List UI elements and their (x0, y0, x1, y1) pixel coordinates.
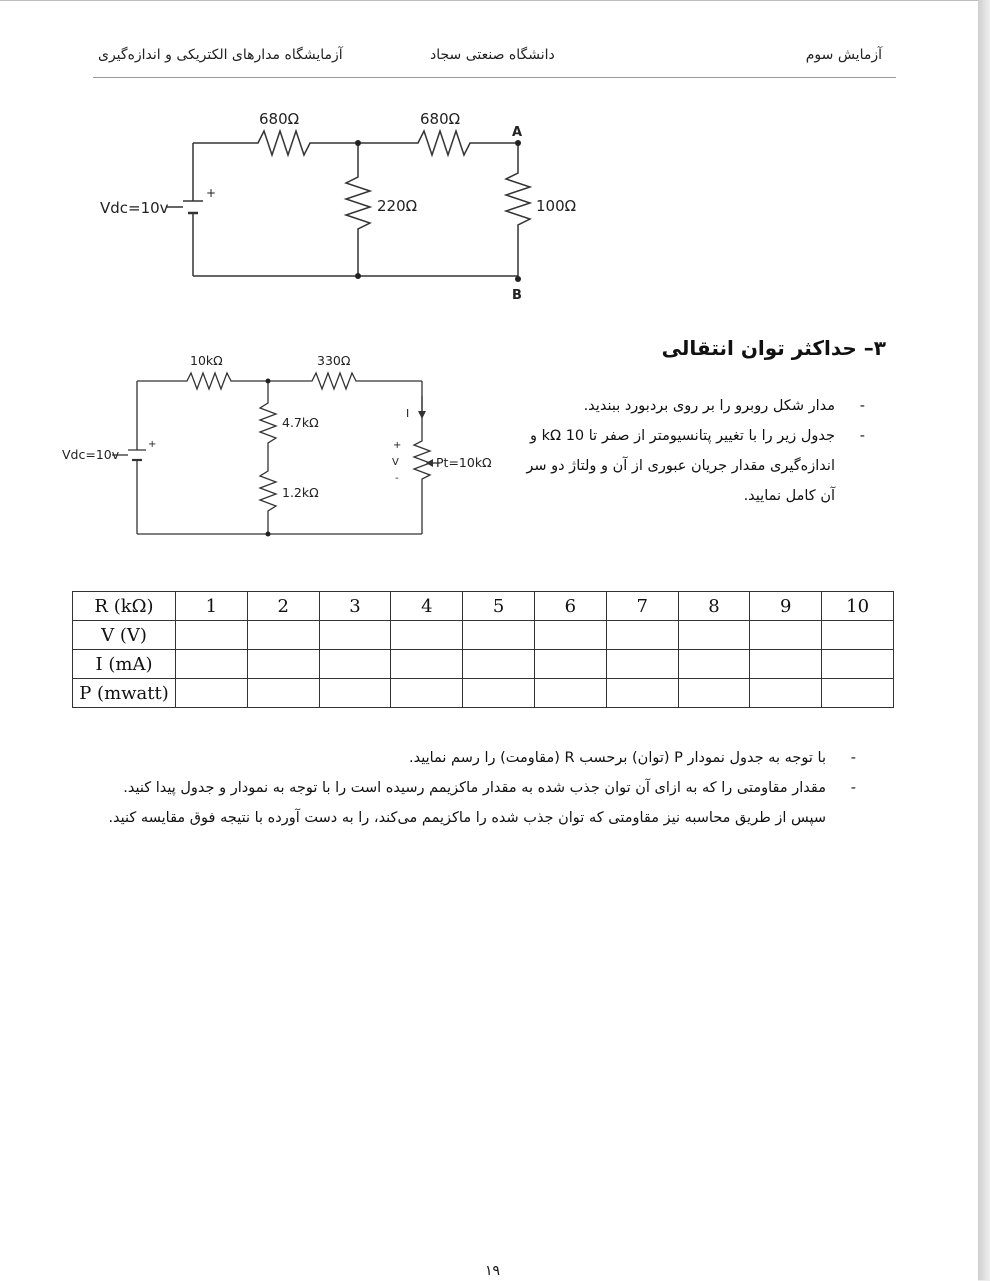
circuit1-resistor-top-right-label: 680Ω (420, 110, 461, 128)
table-cell (463, 650, 535, 679)
row-header: R (kΩ) (73, 592, 176, 621)
header-lab-title: آزمایشگاه مدارهای الکتریکی و اندازه‌گیری (98, 47, 343, 63)
table-cell (822, 650, 894, 679)
list-dash: - (850, 750, 856, 766)
table-cell (750, 650, 822, 679)
table-cell (750, 679, 822, 708)
table-cell (319, 650, 391, 679)
circuit1-node-b: B (512, 288, 522, 303)
circuit2-resistor-4k7-label: 4.7kΩ (282, 415, 319, 430)
table-cell: 10 (822, 592, 894, 621)
analysis-item: - با توجه به جدول نمودار P (توان) برحسب R (مقاومت) را رسم نمایید. (86, 743, 826, 773)
table-cell (176, 650, 248, 679)
table-cell: 4 (391, 592, 463, 621)
section-title: ۳– حداکثر توان انتقالی (661, 336, 886, 360)
circuit-diagram-1 (90, 101, 577, 311)
table-cell (463, 621, 535, 650)
table-cell: 8 (678, 592, 750, 621)
table-cell: 5 (463, 592, 535, 621)
analysis-item: - مقدار مقاومتی را که به ازای آن توان جذب شده به مقدار ماکزیمم رسیده است را با توجه به نمودار و جدول پیدا کنید. سپس از طریق محاسبه نیز مقاومتی که توان جذب شده را ماکزیمم می‌کند، را به دست آورده با نتیجه فوق مقایسه کنید. (86, 773, 826, 833)
table-cell (534, 650, 606, 679)
page-edge-shadow (978, 0, 990, 1280)
instruction-item: - جدول زیر را با تغییر پتانسیومتر از صفر تا 10 kΩ و اندازه‌گیری مقدار جریان عبوری از آن و ولتاژ دو سر آن کامل نمایید. (513, 421, 835, 511)
table-cell: 9 (750, 592, 822, 621)
header-divider (93, 77, 896, 78)
table-cell (247, 679, 319, 708)
circuit2-voltage-plus: + (393, 440, 402, 451)
table-cell (822, 679, 894, 708)
table-row (73, 679, 894, 708)
circuit2-source-label: Vdc=10v (62, 447, 120, 462)
circuit1-source-label: Vdc=10v (100, 199, 169, 217)
table-cell: 3 (319, 592, 391, 621)
table-cell (534, 679, 606, 708)
table-cell (750, 621, 822, 650)
circuit2-current-label: I (406, 407, 410, 420)
table-cell (678, 650, 750, 679)
table-cell (176, 679, 248, 708)
circuit2-resistor-330-label: 330Ω (317, 353, 351, 368)
instruction-item: - مدار شکل روبرو را بر روی بردبورد ببندید. (513, 391, 835, 421)
table-row (73, 592, 894, 621)
table-cell (678, 679, 750, 708)
circuit-diagram-2 (55, 346, 505, 546)
table-cell: 7 (606, 592, 678, 621)
table-cell: 6 (534, 592, 606, 621)
circuit1-resistor-top-left-label: 680Ω (259, 110, 300, 128)
circuit2-voltage-label: V (392, 457, 399, 468)
table-cell (391, 621, 463, 650)
header-experiment: آزمایش سوم (805, 47, 882, 63)
circuit1-resistor-load-label: 100Ω (536, 197, 577, 215)
table-row (73, 650, 894, 679)
row-header: V (V) (73, 621, 176, 650)
circuit2-plus-label: + (148, 439, 157, 450)
table-cell (606, 650, 678, 679)
list-dash: - (850, 780, 856, 796)
analysis-list (86, 743, 856, 833)
circuit1-node-a: A (512, 125, 523, 140)
page-number: ۱۹ (485, 1263, 501, 1279)
table-cell (176, 621, 248, 650)
circuit1-plus-label: + (206, 186, 217, 200)
circuit2-resistor-10k-label: 10kΩ (190, 353, 223, 368)
table-cell: 1 (176, 592, 248, 621)
measurement-table (72, 591, 894, 708)
circuit2-potentiometer-label: Pt=10kΩ (436, 455, 492, 470)
list-dash: - (859, 428, 865, 444)
row-header: I (mA) (73, 650, 176, 679)
instruction-list (513, 391, 865, 511)
table-cell (606, 679, 678, 708)
table-cell: 2 (247, 592, 319, 621)
circuit2-resistor-1k2-label: 1.2kΩ (282, 485, 319, 500)
list-dash: - (859, 398, 865, 414)
header-university: دانشگاه صنعتی سجاد (430, 47, 555, 63)
table-cell (822, 621, 894, 650)
table-cell (534, 621, 606, 650)
table-cell (247, 650, 319, 679)
circuit1-resistor-middle-label: 220Ω (377, 197, 418, 215)
table-cell (319, 621, 391, 650)
table-row (73, 621, 894, 650)
table-cell (606, 621, 678, 650)
table-cell (463, 679, 535, 708)
circuit2-voltage-minus: - (395, 473, 399, 484)
table-cell (391, 650, 463, 679)
table-cell (319, 679, 391, 708)
table-cell (678, 621, 750, 650)
row-header: P (mwatt) (73, 679, 176, 708)
table-cell (391, 679, 463, 708)
table-cell (247, 621, 319, 650)
